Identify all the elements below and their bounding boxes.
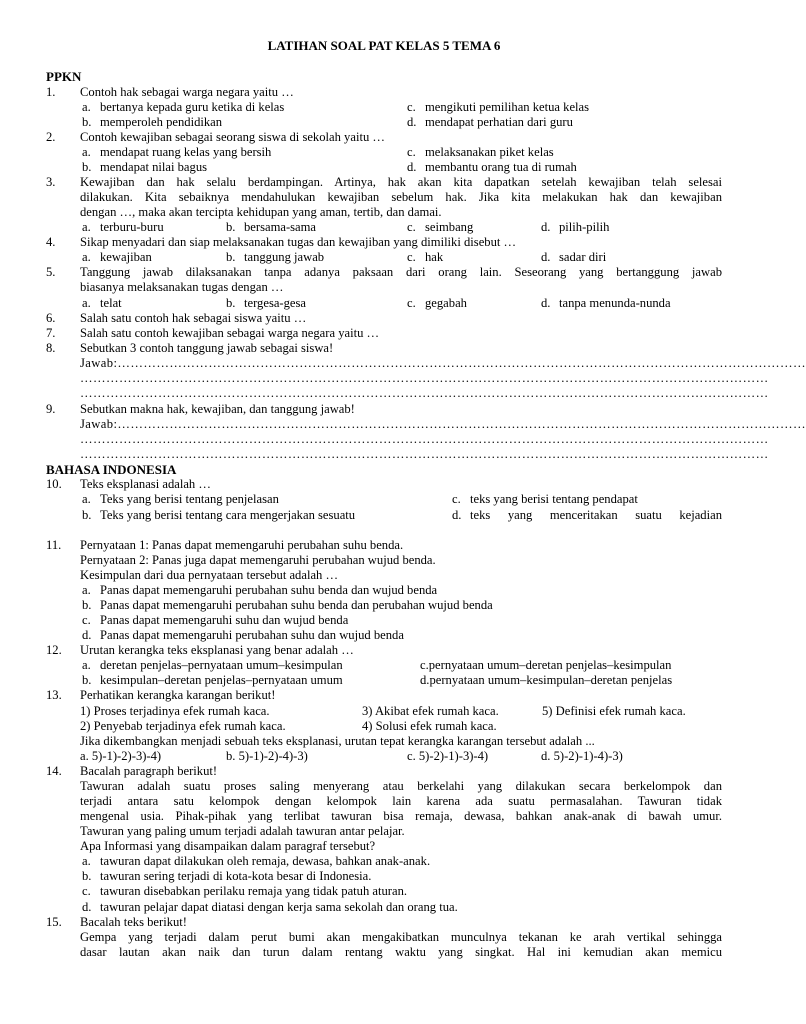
- option-d: d. 5)-2)-1)-4)-3): [541, 749, 623, 763]
- question-text: Contoh hak sebagai warga negara yaitu …: [80, 85, 294, 99]
- option-b: b. kesimpulan–deretan penjelas–pernyataan umum: [82, 673, 343, 687]
- question-number: 8.: [46, 341, 56, 355]
- option-d: d. sadar diri: [541, 250, 607, 264]
- question-number: 11.: [46, 538, 62, 552]
- outline-item: 4) Solusi efek rumah kaca.: [362, 719, 497, 733]
- option-a: a. Panas dapat memengaruhi perubahan suhu benda dan wujud benda: [82, 583, 438, 597]
- question-number: 15.: [46, 915, 62, 929]
- option-d: d. mendapat perhatian dari guru: [407, 115, 573, 129]
- question-text: Salah satu contoh hak sebagai siswa yaitu …: [80, 311, 307, 325]
- outline-item: 5) Definisi efek rumah kaca.: [542, 704, 686, 718]
- option-a: a. terburu-buru: [82, 220, 164, 234]
- question-text: Bacalah teks berikut!: [80, 915, 188, 929]
- question-number: 2.: [46, 130, 56, 144]
- option-c: c. melaksanakan piket kelas: [407, 145, 554, 159]
- question-text: Contoh kewajiban sebagai seorang siswa di sekolah yaitu …: [80, 130, 385, 144]
- answer-line[interactable]: ……………………………………………………………………………………………………………………………………………: [80, 447, 769, 461]
- paragraph-line: mengenal usia. Pihak-pihak yang terlibat tawuran bisa remaja, dewasa, bahkan anak-anak di bawah umur.: [80, 809, 722, 823]
- question-number: 7.: [46, 326, 56, 340]
- paragraph-line: Tawuran adalah suatu proses saling menyerang atau berkelahi yang dilakukan secara berkelompok dan: [80, 779, 722, 793]
- option-c: c. mengikuti pemilihan ketua kelas: [407, 100, 590, 114]
- question-text: Sebutkan makna hak, kewajiban, dan tanggung jawab!: [80, 402, 355, 416]
- option-a: a. kewajiban: [82, 250, 152, 264]
- question-text: Perhatikan kerangka karangan berikut!: [80, 688, 276, 702]
- paragraph-line: Gempa yang terjadi dalam perut bumi akan mengakibatkan munculnya tekanan ke arah vertikal sehingga: [80, 930, 722, 944]
- question-number: 10.: [46, 477, 62, 491]
- option-b: b. Teks yang berisi tentang cara mengerjakan sesuatu: [82, 508, 356, 522]
- option-b: b. tanggung jawab: [226, 250, 325, 264]
- question-number: 14.: [46, 764, 62, 778]
- option-b: b. 5)-1)-2)-4)-3): [226, 749, 308, 763]
- answer-line[interactable]: ……………………………………………………………………………………………………………………………………………: [80, 432, 769, 446]
- option-a: a. telat: [82, 296, 122, 310]
- question-text: Urutan kerangka teks eksplanasi yang benar adalah …: [80, 643, 354, 657]
- page-title: LATIHAN SOAL PAT KELAS 5 TEMA 6: [267, 38, 501, 53]
- option-d: d. pilih-pilih: [541, 220, 610, 234]
- option-c: c. seimbang: [407, 220, 474, 234]
- question-number: 1.: [46, 85, 56, 99]
- paragraph-line: Tawuran yang paling umum terjadi adalah tawuran antar pelajar.: [80, 824, 405, 838]
- question-number: 12.: [46, 643, 62, 657]
- option-b: b. mendapat nilai bagus: [82, 160, 208, 174]
- outline-item: 3) Akibat efek rumah kaca.: [362, 704, 499, 718]
- question-text: Salah satu contoh kewajiban sebagai warga negara yaitu …: [80, 326, 380, 340]
- paragraph-line: dasar lautan akan naik dan turun dalam rentang waktu yang singkat. Hal ini kemudian akan memicu: [80, 945, 722, 959]
- option-a: a. Teks yang berisi tentang penjelasan: [82, 492, 279, 506]
- answer-line[interactable]: Jawab:……………………………………………………………………………………………………………………………………………: [80, 356, 806, 370]
- option-d: d.pernyataan umum–kesimpulan–deretan penjelas: [420, 673, 673, 687]
- question-text: Teks eksplanasi adalah …: [80, 477, 211, 491]
- question-text: Pernyataan 1: Panas dapat memengaruhi perubahan suhu benda.: [80, 538, 404, 552]
- outline-item: 1) Proses terjadinya efek rumah kaca.: [80, 704, 270, 718]
- question-text: Kewajiban dan hak selalu berdampingan. Artinya, hak akan kita dapatkan setelah kewajiban telah selesai: [80, 175, 722, 189]
- option-b: b. Panas dapat memengaruhi perubahan suhu benda dan perubahan wujud benda: [82, 598, 493, 612]
- question-number: 9.: [46, 402, 56, 416]
- question-text: biasanya melaksanakan tugas dengan …: [80, 280, 284, 294]
- section-heading-ppkn: PPKN: [46, 69, 82, 84]
- option-a: a. mendapat ruang kelas yang bersih: [82, 145, 272, 159]
- option-c: c. Panas dapat memengaruhi suhu dan wujud benda: [82, 613, 349, 627]
- option-a: a. 5)-1)-2)-3)-4): [80, 749, 162, 763]
- option-a: a. tawuran dapat dilakukan oleh remaja, dewasa, bahkan anak-anak.: [82, 854, 431, 868]
- question-text: Jika dikembangkan menjadi sebuah teks eksplanasi, urutan tepat kerangka karangan tersebut adalah ...: [80, 734, 595, 748]
- question-text: Sebutkan 3 contoh tanggung jawab sebagai siswa!: [80, 341, 334, 355]
- option-c: c. teks yang berisi tentang pendapat: [452, 492, 638, 506]
- option-c: c. hak: [407, 250, 444, 264]
- option-b: b. tergesa-gesa: [226, 296, 307, 310]
- question-number: 3.: [46, 175, 56, 189]
- option-b: b. bersama-sama: [226, 220, 317, 234]
- option-d: d. tanpa menunda-nunda: [541, 296, 671, 310]
- question-text: Kesimpulan dari dua pernyataan tersebut adalah …: [80, 568, 339, 582]
- question-text: Tanggung jawab dilaksanakan tanpa adanya paksaan dari orang lain. Seseorang yang bertanggung jawab: [80, 265, 722, 279]
- section-heading-bahasa-indonesia: BAHASA INDONESIA: [46, 462, 177, 477]
- option-d: d. Panas dapat memengaruhi perubahan suhu dan wujud benda: [82, 628, 404, 642]
- paragraph-line: terjadi antara satu kelompok dengan kelompok lain karena ada suatu permasalahan. Tawuran tidak: [80, 794, 722, 808]
- option-b: b. memperoleh pendidikan: [82, 115, 223, 129]
- answer-line[interactable]: Jawab:……………………………………………………………………………………………………………………………………………: [80, 417, 806, 431]
- answer-line[interactable]: ……………………………………………………………………………………………………………………………………………: [80, 386, 769, 400]
- question-text: Pernyataan 2: Panas juga dapat memengaruhi perubahan wujud benda.: [80, 553, 436, 567]
- question-text: Sikap menyadari dan siap melaksanakan tugas dan kewajiban yang dimiliki disebut …: [80, 235, 517, 249]
- question-text: Apa Informasi yang disampaikan dalam paragraf tersebut?: [80, 839, 376, 853]
- option-a: a. bertanya kepada guru ketika di kelas: [82, 100, 285, 114]
- question-number: 13.: [46, 688, 62, 702]
- question-text: dengan …, maka akan tercipta kehidupan yang aman, tertib, dan damai.: [80, 205, 442, 219]
- option-c: c. tawuran disebabkan perilaku remaja yang tidak patuh aturan.: [82, 884, 408, 898]
- outline-item: 2) Penyebab terjadinya efek rumah kaca.: [80, 719, 286, 733]
- option-c: c.pernyataan umum–deretan penjelas–kesimpulan: [420, 658, 672, 672]
- option-c: c. gegabah: [407, 296, 467, 310]
- option-d: d. membantu orang tua di rumah: [407, 160, 577, 174]
- question-text: dilakukan. Kita sebaiknya mendahulukan kewajiban sebelum hak. Jika kita melakukan hak dan kewajiban: [80, 190, 722, 204]
- question-number: 4.: [46, 235, 56, 249]
- question-text: Bacalah paragraph berikut!: [80, 764, 218, 778]
- question-number: 6.: [46, 311, 56, 325]
- option-d: d. teks yang menceritakan suatu kejadian: [452, 508, 722, 522]
- answer-line[interactable]: ……………………………………………………………………………………………………………………………………………: [80, 371, 769, 385]
- option-d: d. tawuran pelajar dapat diatasi dengan kerja sama sekolah dan orang tua.: [82, 900, 458, 914]
- option-c: c. 5)-2)-1)-3)-4): [407, 749, 489, 763]
- option-b: b. tawuran sering terjadi di kota-kota besar di Indonesia.: [82, 869, 372, 883]
- question-number: 5.: [46, 265, 56, 279]
- option-a: a. deretan penjelas–pernyataan umum–kesimpulan: [82, 658, 343, 672]
